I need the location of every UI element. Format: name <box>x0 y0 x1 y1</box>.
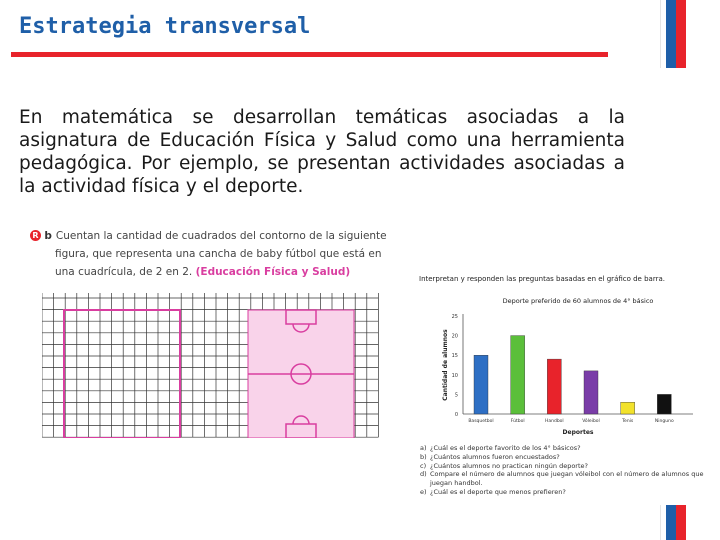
title-underline <box>11 52 608 57</box>
question-item <box>420 488 710 497</box>
question-key: a) <box>420 444 427 452</box>
question-item <box>420 444 710 453</box>
activity-statement <box>30 227 390 281</box>
activity-badge: R <box>30 230 41 241</box>
question-text: ¿Cuál es el deporte que menos prefieren? <box>430 487 566 496</box>
page-title: Estrategia transversal <box>19 14 311 39</box>
y-tick-label: 10 <box>451 372 458 379</box>
question-text: ¿Cuántos alumnos fueron encuestados? <box>430 452 560 461</box>
y-tick-label: 20 <box>451 333 458 340</box>
chart-title: Deporte preferido de 60 alumnos de 4° básico <box>502 297 654 305</box>
y-tick-label: 0 <box>454 412 458 418</box>
x-tick-label: Fútbol <box>510 419 525 424</box>
activity-letter: b <box>44 230 52 242</box>
activity-subject: (Educación Física y Salud) <box>195 266 351 278</box>
questions-list <box>420 444 710 497</box>
x-tick-label: Ninguno <box>654 419 674 424</box>
question-text: juegan handbol. <box>430 479 483 488</box>
question-key: e) <box>420 487 427 496</box>
bar-ninguno <box>657 394 671 414</box>
activity-line-3: una cuadrícula, de 2 en 2. <box>55 266 193 278</box>
soccer-field <box>248 310 354 438</box>
question-key: c) <box>420 461 427 470</box>
question-key: d) <box>420 470 427 479</box>
x-tick-label: Tenis <box>622 419 634 424</box>
x-tick-label: Basquetbol <box>468 419 494 424</box>
question-item <box>420 470 710 479</box>
y-axis-label: Cantidad de alumnos <box>442 329 449 401</box>
question-text: ¿Cuántos alumnos no practican ningún deporte? <box>430 461 588 470</box>
x-tick-label: Handbol <box>544 419 564 424</box>
y-tick-label: 25 <box>451 314 458 320</box>
x-tick-label: Vóleibol <box>582 419 600 424</box>
bar-fútbol <box>511 336 525 414</box>
question-item <box>420 479 710 488</box>
y-tick-label: 15 <box>451 353 458 360</box>
flag-stripes-top <box>660 0 686 68</box>
flag-stripes-bottom <box>660 505 686 540</box>
bar-tenis <box>621 402 635 414</box>
field-grid-figure <box>42 293 384 438</box>
question-text: Compare el número de alumnos que juegan vóleibol con el número de alumnos que <box>430 470 704 479</box>
question-text: ¿Cuál es el deporte favorito de los 4° básicos? <box>430 444 581 452</box>
question-item <box>420 453 710 462</box>
bar-vóleibol <box>584 371 598 414</box>
bar-handbol <box>547 359 561 414</box>
bar-basquetbol <box>474 355 488 414</box>
bar-chart <box>415 290 705 460</box>
x-axis-label: Deportes <box>562 429 594 436</box>
activity-line-1: Cuentan la cantidad de cuadrados del contorno de la siguiente <box>55 230 387 242</box>
field-outline-left <box>64 310 180 438</box>
chart-instruction: Interpretan y responden las preguntas basadas en el gráfico de barra. <box>419 275 665 283</box>
y-tick-label: 5 <box>454 392 458 399</box>
intro-paragraph: En matemática se desarrollan temáticas asociadas a la asignatura de Educación Física y Salud como una herramienta pedagógica. Por ejemplo, se presentan actividades asociadas a la actividad física y el deporte. <box>19 107 625 197</box>
question-item <box>420 462 710 471</box>
question-key: b) <box>420 452 427 461</box>
activity-line-2: figura, que representa una cancha de baby fútbol que está en <box>55 248 382 260</box>
